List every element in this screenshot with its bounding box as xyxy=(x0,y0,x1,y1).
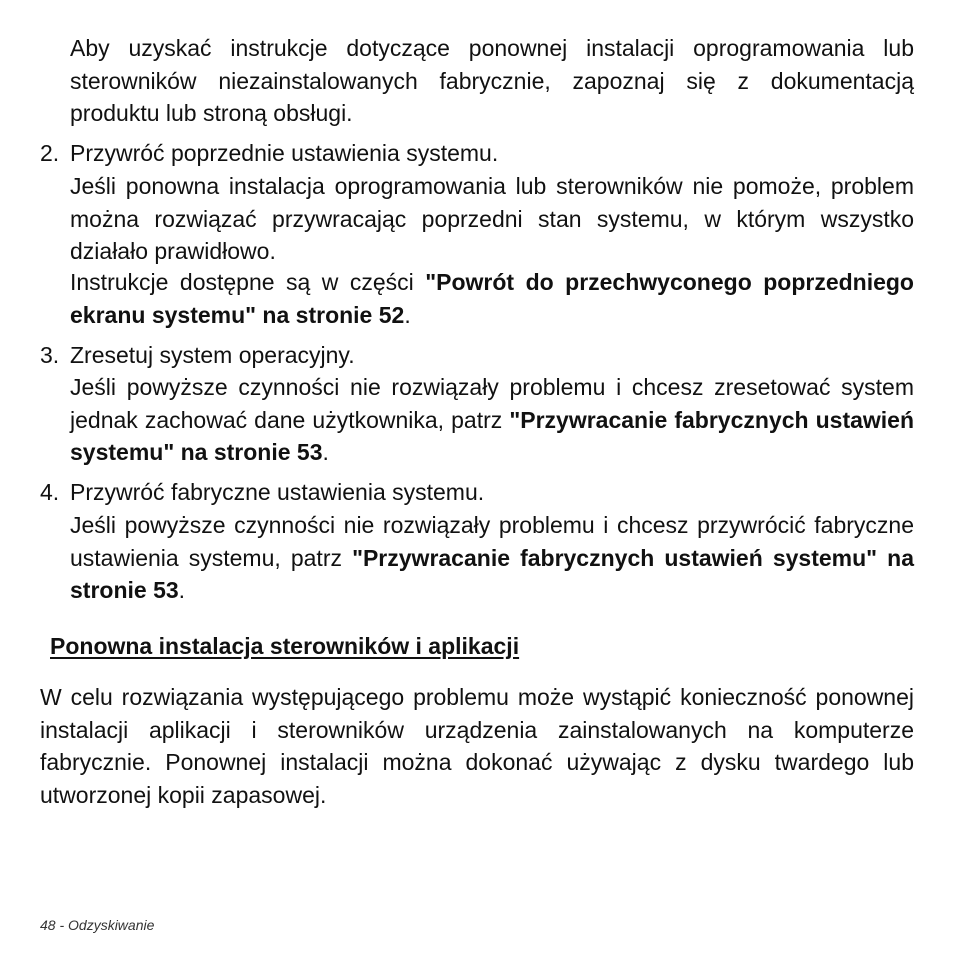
page-footer: 48 - Odzyskiwanie xyxy=(40,917,155,933)
reference-prefix: Instrukcje dostępne są w części xyxy=(70,269,426,295)
description-text: Jeśli powyższe czynności nie rozwiązały problemu i chcesz zresetować system jednak zachować dane użytkownika, patrz xyxy=(70,374,914,433)
list-item-title-text: Przywróć fabryczne ustawienia systemu. xyxy=(70,479,485,505)
list-item-number: 2. xyxy=(40,140,60,166)
reference-suffix: . xyxy=(404,301,411,328)
cross-reference-link[interactable]: "Przywracanie fabrycznych ustawień systemu" na stronie 53 xyxy=(70,544,914,603)
section-body-paragraph: W celu rozwiązania występującego problemu może wystąpić konieczność ponownej instalacji aplikacji i sterowników urządzenia zainstalowanych na komputerze fabrycznie. Ponownej instalacji można dokonać używając z dysku twardego lub utworzonej kopii zapasowej. xyxy=(40,684,914,808)
description-text: Jeśli powyższe czynności nie rozwiązały problemu i chcesz przywrócić fabryczne ustawienia systemu, patrz xyxy=(70,512,914,571)
list-item-4-title xyxy=(40,476,914,509)
intro-paragraph: Aby uzyskać instrukcje dotyczące ponownej instalacji oprogramowania lub sterowników niezainstalowanych fabrycznie, zapoznaj się z dokumentacją produktu lub stroną obsługi. xyxy=(70,35,914,126)
section-heading: Ponowna instalacja sterowników i aplikacji xyxy=(50,633,520,659)
list-item-title-text: Przywróć poprzednie ustawienia systemu. xyxy=(70,140,499,166)
list-item-2-description: Jeśli ponowna instalacja oprogramowania lub sterowników nie pomoże, problem można rozwiązać przywracając poprzedni stan systemu, w którym wszystko działało prawidłowo. xyxy=(70,173,914,264)
reference-suffix: . xyxy=(322,439,329,465)
cross-reference-link[interactable]: "Przywracanie fabrycznych ustawień systemu" na stronie 53 xyxy=(70,406,915,465)
list-item-2-reference xyxy=(70,266,914,331)
list-item-3-title xyxy=(40,339,914,372)
list-item-number: 3. xyxy=(40,342,60,368)
list-item-2-title xyxy=(40,137,914,170)
cross-reference-link[interactable]: "Powrót do przechwyconego poprzedniego ekranu systemu" na stronie 52 xyxy=(70,269,914,328)
list-item-3-description xyxy=(70,371,914,469)
reference-suffix: . xyxy=(178,577,186,603)
list-item-4-description xyxy=(70,509,914,607)
list-item-number: 4. xyxy=(40,479,60,505)
list-item-title-text: Zresetuj system operacyjny. xyxy=(70,342,355,368)
